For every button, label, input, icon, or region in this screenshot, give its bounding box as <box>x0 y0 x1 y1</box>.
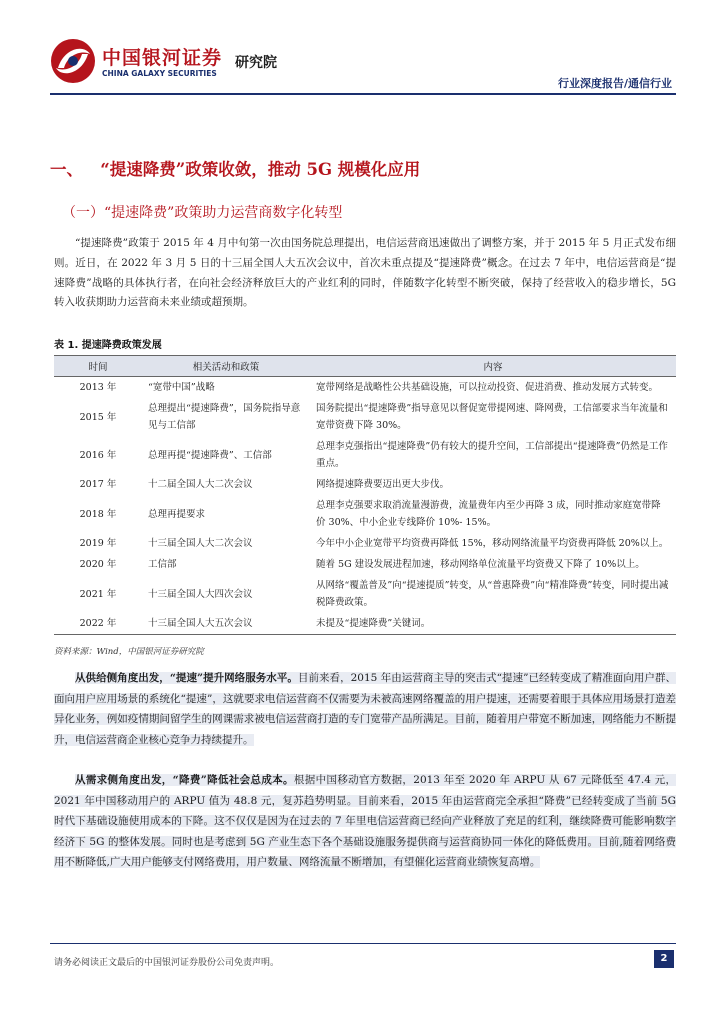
demand-side-paragraph <box>54 770 676 873</box>
row-activity: 总理再提“提速降费”、工信部 <box>148 449 272 461</box>
row-year: 2016 年 <box>79 449 117 461</box>
table-row <box>54 436 676 474</box>
row-activity: 十三届全国人大五次会议 <box>142 613 310 635</box>
row-activity: 总理再提要求 <box>148 508 206 520</box>
table-row <box>54 377 676 399</box>
row-year: 2017 年 <box>79 479 117 490</box>
demand-side-body: 根据中国移动官方数据，2013 年至 2020 年 ARPU 从 67 元降低至 47.4 元，2021 年中国移动用户的 ARPU 值为 48.8 元，复苏趋势明显。目前来看，2015 年由运营商完全承担“降费”已经转变成了当前 5G 时代下基础设施使用成本的下降。这不仅仅是因为在过去的 7 年里电信运营商已经向产业释放了充足的红利，继续降费可能影响数字经济下 5G 的整体发展。同时也是考虑到 5G 产业生态下各个基础设施服务提供商与运营商协同一体化的降低费用。目前,随着网络费用不断降低,广大用户能够支付网络费用，用户数量、网络流量不断增加，有望催化运营商业绩恢复高增。 <box>54 774 676 868</box>
row-content: 网络提速降费要迈出更大步伐。 <box>316 479 450 490</box>
column-header-activity: 相关活动和政策 <box>142 356 310 377</box>
row-content: 今年中小企业宽带平均资费再降低 15%，移动网络流量平均资费再降低 20%以上。 <box>316 538 669 549</box>
row-year: 2019 年 <box>79 538 117 549</box>
page-number: 2 <box>654 950 674 968</box>
row-content: 随着 5G 建设发展进程加速，移动网络单位流量平均资费又下降了 10%以上。 <box>316 559 645 570</box>
table-row <box>54 575 676 613</box>
row-year: 2015 年 <box>79 411 117 423</box>
footer-disclaimer: 请务必阅读正文最后的中国银河证券股份公司免责声明。 <box>54 958 280 968</box>
row-activity: 总理提出“提速降费”，国务院指导意见与工信部 <box>148 403 301 431</box>
supply-side-body: 目前来看，2015 年由运营商主导的突击式“提速”已经转变成了精准面向用户群、面向用户应用场景的系统化“提速”，这就要求电信运营商不仅需要为未被高速网络覆盖的用户提速，还需要着眼于具体应用场景打造差异化业务，例如疫情期间留学生的网课需求被电信运营商打造的专门宽带产品所满足。目前，随着用户带宽不断加速，网络能力不断提升，电信运营商企业核心竞争力持续提升。 <box>54 672 676 746</box>
table-row <box>54 533 676 554</box>
demand-side-lead: 从需求侧角度出发，“降费”降低社会总成本。 <box>75 774 294 786</box>
policy-table <box>54 355 676 635</box>
row-year: 2021 年 <box>79 588 117 600</box>
table-row <box>54 554 676 575</box>
column-header-content: 内容 <box>310 356 676 377</box>
row-content: 总理李克强要求取消流量漫游费，流量费年内至少再降 3 成，同时推动家庭宽带降价 30%、中小企业专线降价 10%- 15%。 <box>316 500 661 528</box>
table-source: 资料来源：Wind，中国银河证券研究院 <box>54 647 204 657</box>
row-year: 2018 年 <box>79 508 117 520</box>
row-content: 未提及“提速降费”关键词。 <box>310 613 676 635</box>
section-heading: 一、 “提速降费”政策收敛，推动 5G 规模化应用 <box>50 160 421 179</box>
row-activity: 十二届全国人大二次会议 <box>148 479 253 490</box>
report-type-label: 行业深度报告/通信行业 <box>557 77 672 90</box>
subsection-heading: （一）“提速降费”政策助力运营商数字化转型 <box>62 205 343 221</box>
table-row <box>54 495 676 533</box>
supply-side-lead: 从供给侧角度出发，“提速”提升网络服务水平。 <box>75 672 298 684</box>
row-year: 2020 年 <box>79 559 117 570</box>
row-content: 从网络“覆盖普及”向“提速提质”转变，从“普惠降费”向“精准降费”转变，同时提出减税降费政策。 <box>316 580 669 608</box>
row-content: 总理李克强指出“提速降费”仍有较大的提升空间，工信部提出“提速降费”仍然是工作重点。 <box>316 441 668 469</box>
row-activity: 十三届全国人大四次会议 <box>148 588 253 600</box>
brand-name-cn: 中国银河证券 <box>102 47 223 69</box>
row-content: 宽带网络是战略性公共基础设施，可以拉动投资、促进消费、推动发展方式转变。 <box>316 382 659 393</box>
footer-divider <box>50 943 676 944</box>
row-year: 2022 年 <box>54 613 142 635</box>
row-activity: 十三届全国人大二次会议 <box>148 538 253 549</box>
supply-side-paragraph <box>54 668 676 750</box>
header-divider <box>50 93 676 95</box>
row-activity: “宽带中国”战略 <box>148 382 215 393</box>
table-row <box>54 474 676 495</box>
row-activity: 工信部 <box>148 559 177 570</box>
table-row <box>54 398 676 436</box>
row-content: 国务院提出“提速降费”指导意见以督促宽带提网速、降网费，工信部要求当年流量和宽带资费下降 30%。 <box>316 403 668 431</box>
column-header-time: 时间 <box>54 356 142 377</box>
brand-name-en: CHINA GALAXY SECURITIES <box>102 69 217 78</box>
brand-department: 研究院 <box>235 55 277 71</box>
intro-paragraph: “提速降费”政策于 2015 年 4 月中旬第一次由国务院总理提出，电信运营商迅速做出了调整方案，并于 2015 年 5 月正式发布细则。近日，在 2022 年 3 月 5 日的十三届全国人大五次会议中，首次未重点提及“提速降费”概念。在过去 7 年中，电信运营商是“提速降费”战略的具体执行者，在向社会经济释放巨大的产业红利的同时，伴随数字化转型不断突破，保持了经营收入的稳步增长，5G 转入收获期助力运营商未来业绩或超预期。 <box>54 237 676 309</box>
row-year: 2013 年 <box>79 382 117 393</box>
galaxy-logo-icon <box>50 38 96 84</box>
table-title: 表 1. 提速降费政策发展 <box>54 340 162 351</box>
table-row <box>54 613 676 635</box>
table-header-row <box>54 356 676 377</box>
